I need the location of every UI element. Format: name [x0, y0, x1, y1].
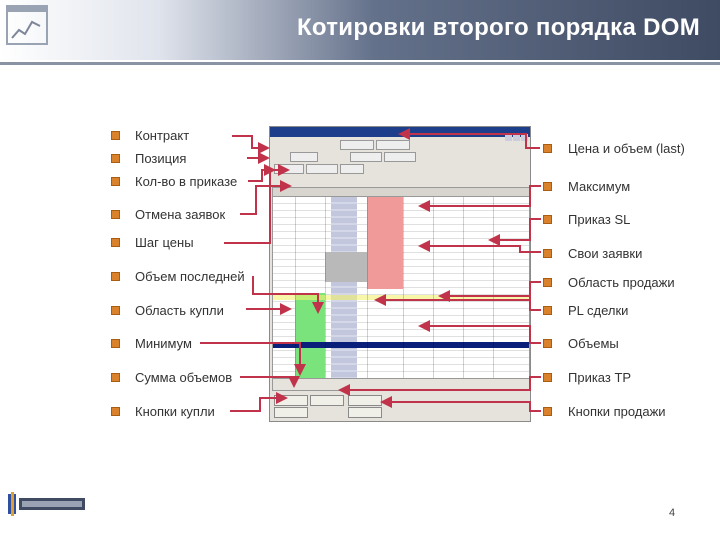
label-sell-buttons: Кнопки продажи — [568, 404, 666, 419]
page-number: 4 — [669, 507, 676, 519]
callout-arrow — [420, 246, 541, 252]
label-minimum: Минимум — [135, 336, 192, 351]
callout-arrow — [200, 343, 300, 374]
label-cancel-orders: Отмена заявок — [135, 207, 226, 222]
label-own-orders: Свои заявки — [568, 246, 643, 261]
label-sell-area: Область продажи — [568, 275, 675, 290]
callout-arrow — [240, 186, 290, 214]
label-maximum: Максимум — [568, 179, 631, 194]
label-sl-order: Приказ SL — [568, 212, 631, 227]
label-last-price-volume: Цена и объем (last) — [568, 141, 685, 156]
callout-arrow — [440, 296, 541, 310]
label-buy-area: Область купли — [135, 303, 224, 318]
callout-arrow — [253, 276, 318, 312]
label-price-step: Шаг цены — [135, 235, 194, 250]
callout-arrow — [400, 134, 540, 148]
callout-arrow — [490, 219, 541, 240]
callout-arrow — [420, 186, 541, 206]
callout-arrow — [230, 398, 286, 411]
label-volumes: Объемы — [568, 336, 619, 351]
label-last-volume: Объем последней — [135, 269, 245, 284]
label-tp-order: Приказ TP — [568, 370, 632, 385]
label-order-qty: Кол-во в приказе — [135, 174, 238, 189]
callout-arrow — [240, 377, 294, 386]
netinvestor-logo — [8, 492, 88, 516]
callout-arrow — [382, 402, 541, 411]
callout-arrow — [340, 377, 541, 390]
label-trade-pl: PL сделки — [568, 303, 629, 318]
callout-arrow — [420, 326, 541, 343]
slide-title: Котировки второго порядка DOM — [296, 14, 700, 41]
callout-arrow — [376, 282, 541, 300]
label-contract: Контракт — [135, 128, 190, 143]
callout-arrow — [232, 136, 268, 148]
label-buy-buttons: Кнопки купли — [135, 404, 215, 419]
label-position: Позиция — [135, 151, 187, 166]
label-volume-sum: Сумма объемов — [135, 370, 233, 385]
